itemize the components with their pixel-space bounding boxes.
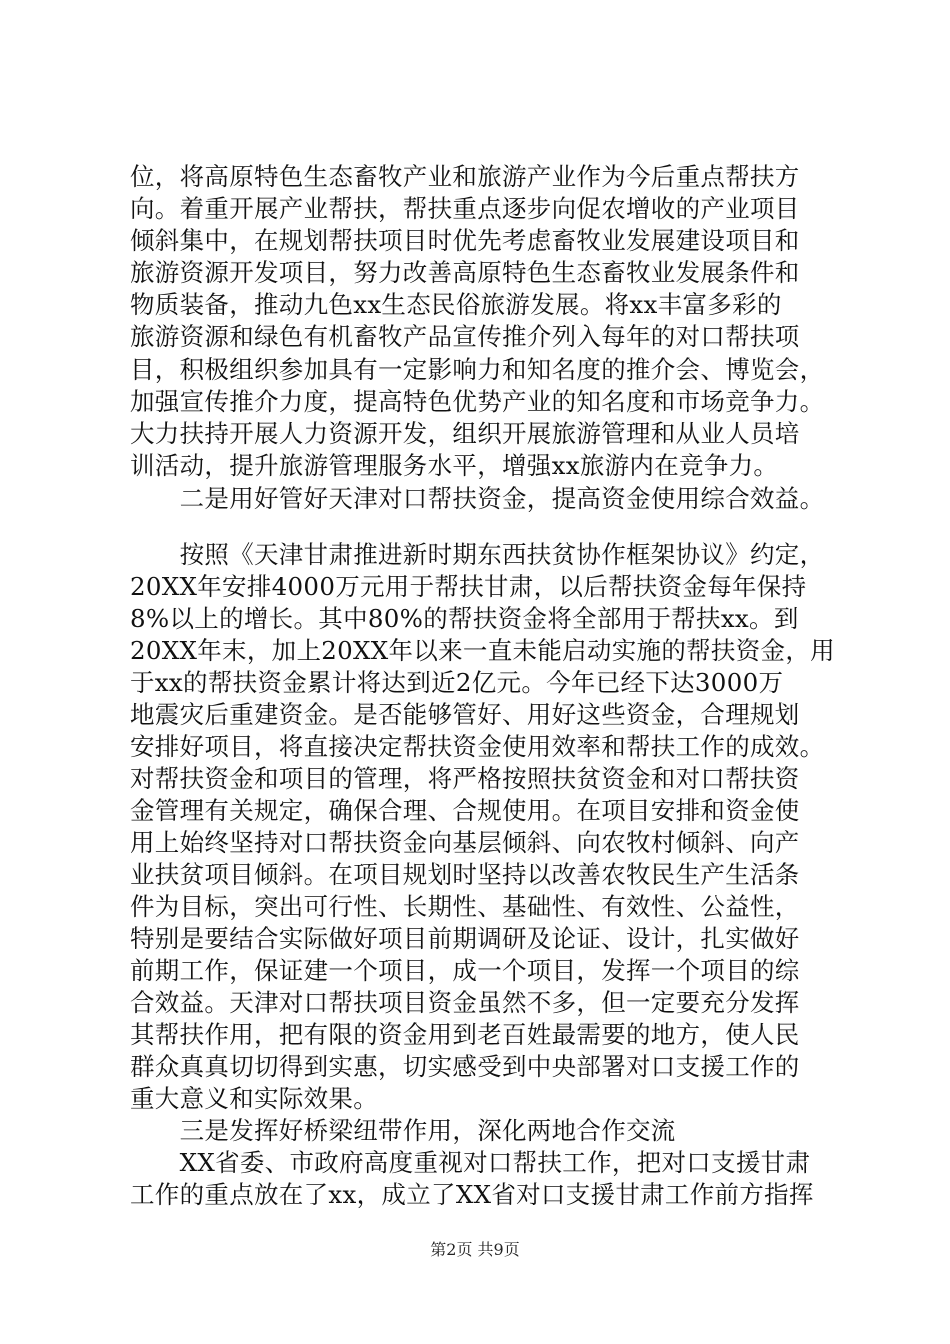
body-text-line: 加强宣传推介力度，提高特色优势产业的知名度和市场竞争力。 [130,387,825,416]
body-text-line: 向。着重开展产业帮扶，帮扶重点逐步向促农增收的产业项目 [130,194,800,223]
body-text-line: 旅游资源开发项目，努力改善高原特色生态畜牧业发展条件和 [130,258,800,287]
body-text-line: 训活动，提升旅游管理服务水平，增强xx旅游内在竞争力。 [130,451,779,480]
page-number-footer: 第2页 共9页 [430,1240,520,1259]
section-heading: 二是用好管好天津对口帮扶资金，提高资金使用综合效益。 [130,484,825,513]
body-text-line: 群众真真切切得到实惠，切实感受到中央部署对口支援工作的 [130,1052,800,1081]
body-text-line: 物质装备，推动九色xx生态民俗旅游发展。将xx丰富多彩的 [130,290,782,319]
body-text-line: 位，将高原特色生态畜牧产业和旅游产业作为今后重点帮扶方 [130,162,800,191]
body-text-line: 大力扶持开展人力资源开发，组织开展旅游管理和从业人员培 [130,419,800,448]
body-text-line: 件为目标，突出可行性、长期性、基础性、有效性、公益性， [130,892,800,921]
body-text-line: 按照《天津甘肃推进新时期东西扶贫协作框架协议》约定， [130,540,825,569]
body-text-line: 安排好项目，将直接决定帮扶资金使用效率和帮扶工作的成效。 [130,732,825,761]
body-text-line: 其帮扶作用，把有限的资金用到老百姓最需要的地方，使人民 [130,1020,800,1049]
body-text-line: 合效益。天津对口帮扶项目资金虽然不多，但一定要充分发挥 [130,988,800,1017]
body-text-line: 对帮扶资金和项目的管理，将严格按照扶贫资金和对口帮扶资 [130,764,800,793]
section-heading: 三是发挥好桥梁纽带作用，深化两地合作交流 [130,1116,676,1145]
body-text-line: 工作的重点放在了xx，成立了XX省对口支援甘肃工作前方指挥 [130,1180,814,1209]
body-text-line: 目，积极组织参加具有一定影响力和知名度的推介会、博览会， [130,355,825,384]
body-text-line: 8%以上的增长。其中80%的帮扶资金将全部用于帮扶xx。到 [130,604,799,633]
body-text-line: 业扶贫项目倾斜。在项目规划时坚持以改善农牧民生产生活条 [130,860,800,889]
body-text-line: XX省委、市政府高度重视对口帮扶工作，把对口支援甘肃 [130,1148,811,1177]
body-text-line: 于xx的帮扶资金累计将达到近2亿元。今年已经下达3000万 [130,668,784,697]
body-text-line: 20XX年末，加上20XX年以来一直未能启动实施的帮扶资金，用 [130,636,835,665]
body-text-line: 用上始终坚持对口帮扶资金向基层倾斜、向农牧村倾斜、向产 [130,828,800,857]
body-text-line: 倾斜集中，在规划帮扶项目时优先考虑畜牧业发展建设项目和 [130,226,800,255]
body-text-line: 旅游资源和绿色有机畜牧产品宣传推介列入每年的对口帮扶项 [130,322,800,351]
body-text-line: 前期工作，保证建一个项目，成一个项目，发挥一个项目的综 [130,956,800,985]
body-text-line: 20XX年安排4000万元用于帮扶甘肃，以后帮扶资金每年保持 [130,572,807,601]
body-text-line: 金管理有关规定，确保合理、合规使用。在项目安排和资金使 [130,796,800,825]
body-text-line: 特别是要结合实际做好项目前期调研及论证、设计，扎实做好 [130,924,800,953]
body-text-line: 地震灾后重建资金。是否能够管好、用好这些资金，合理规划 [130,700,800,729]
body-text-line: 重大意义和实际效果。 [130,1084,378,1113]
